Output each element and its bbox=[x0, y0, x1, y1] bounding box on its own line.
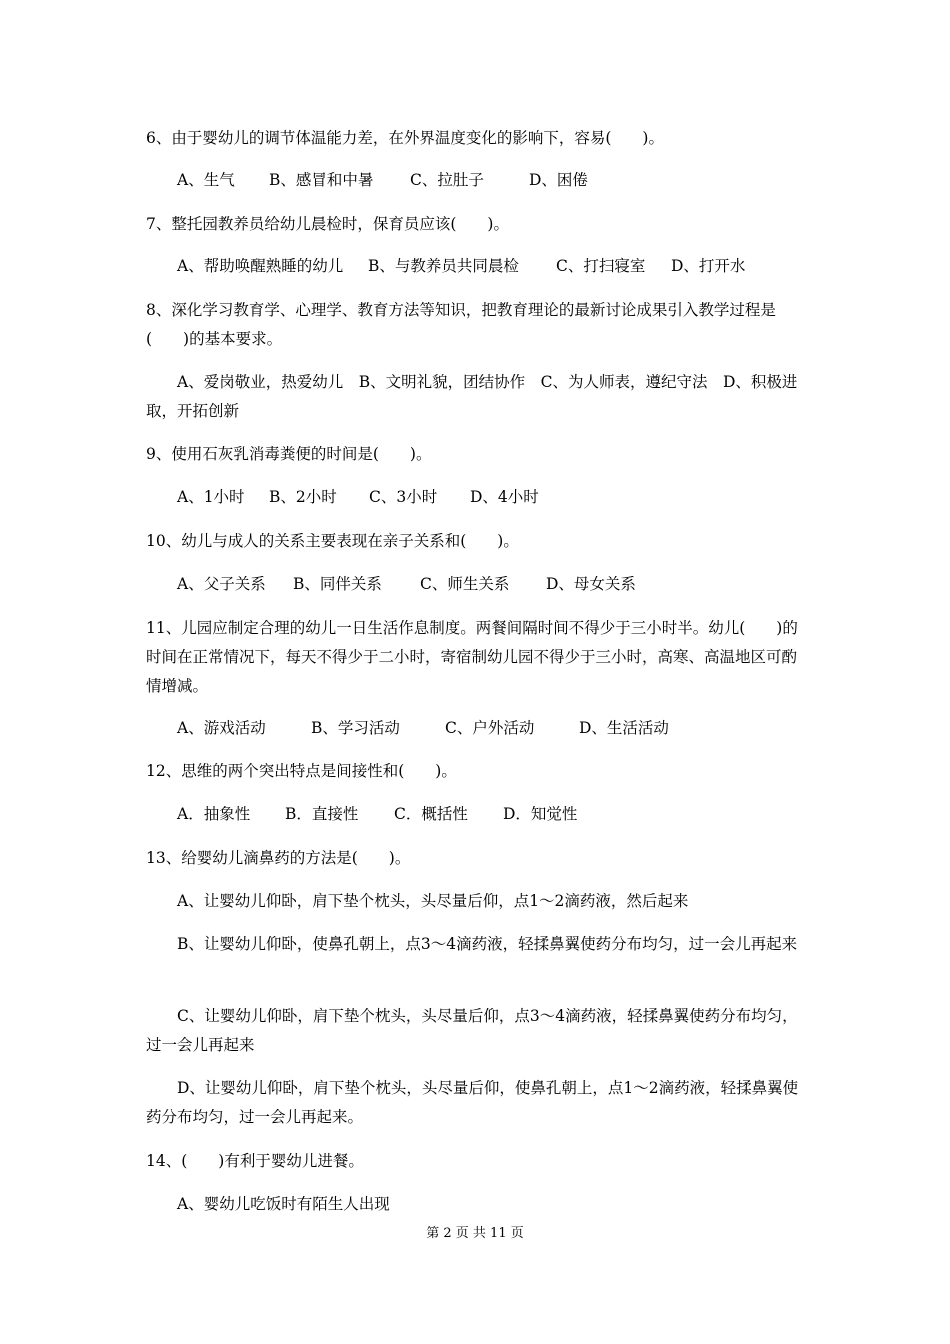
question-13: 13、给婴幼儿滴鼻药的方法是( )。 bbox=[146, 849, 411, 867]
question-11-option-b: B、学习活动 bbox=[311, 719, 400, 737]
question-7-option-c: C、打扫寝室 bbox=[556, 257, 646, 275]
question-12: 12、思维的两个突出特点是间接性和( )。 bbox=[146, 762, 457, 780]
question-11-option-d: D、生活活动 bbox=[579, 719, 669, 737]
question-11: 11、儿园应制定合理的幼儿一日生活作息制度。两餐间隔时间不得少于三小时半。幼儿( )的时间在正常情况下，每天不得少于二小时，寄宿制幼儿园不得少于三小时，高寒、高温地区可酌情增减。 bbox=[146, 619, 798, 695]
question-10-option-b: B、同伴关系 bbox=[293, 575, 382, 593]
question-8: 8、深化学习教育学、心理学、教育方法等知识，把教育理论的最新讨论成果引入教学过程是( )的基本要求。 bbox=[146, 301, 776, 348]
question-7-option-b: B、与教养员共同晨检 bbox=[368, 257, 519, 275]
question-7-option-d: D、打开水 bbox=[671, 257, 746, 275]
question-12-option-a: A．抽象性 bbox=[177, 805, 251, 823]
question-8-options: A、爱岗敬业，热爱幼儿 B、文明礼貌，团结协作 C、为人师表，遵纪守法 D、积极进取，开拓创新 bbox=[146, 373, 798, 420]
question-13-option-c: C、让婴幼儿仰卧，肩下垫个枕头，头尽量后仰，点3～4滴药液，轻揉鼻翼使药分布均匀，过一会儿再起来 bbox=[146, 1007, 798, 1054]
question-12-option-b: B．直接性 bbox=[285, 805, 359, 823]
question-10: 10、幼儿与成人的关系主要表现在亲子关系和( )。 bbox=[146, 532, 519, 550]
question-9-option-a: A、1小时 bbox=[177, 488, 245, 506]
question-6-option-d: D、困倦 bbox=[529, 171, 588, 189]
question-10-option-c: C、师生关系 bbox=[420, 575, 510, 593]
question-9: 9、使用石灰乳消毒粪便的时间是( )。 bbox=[146, 445, 432, 463]
question-6-option-a: A、生气 bbox=[177, 171, 235, 189]
question-9-option-d: D、4小时 bbox=[470, 488, 539, 506]
question-13-option-a: A、让婴幼儿仰卧，肩下垫个枕头，头尽量后仰，点1～2滴药液，然后起来 bbox=[177, 892, 689, 910]
question-6-option-c: C、拉肚子 bbox=[410, 171, 484, 189]
question-12-option-c: C．概括性 bbox=[394, 805, 468, 823]
question-9-option-c: C、3小时 bbox=[369, 488, 438, 506]
page-footer: 第 2 页 共 11 页 bbox=[426, 1226, 524, 1241]
question-11-option-c: C、户外活动 bbox=[445, 719, 535, 737]
question-6-option-b: B、感冒和中暑 bbox=[269, 171, 374, 189]
question-14-option-a: A、婴幼儿吃饭时有陌生人出现 bbox=[177, 1195, 390, 1213]
question-10-option-a: A、父子关系 bbox=[177, 575, 266, 593]
question-9-option-b: B、2小时 bbox=[269, 488, 337, 506]
question-11-option-a: A、游戏活动 bbox=[177, 719, 266, 737]
question-13-option-d: D、让婴幼儿仰卧，肩下垫个枕头，头尽量后仰，使鼻孔朝上，点1～2滴药液，轻揉鼻翼使药分布均匀，过一会儿再起来。 bbox=[146, 1079, 799, 1126]
question-7-option-a: A、帮助唤醒熟睡的幼儿 bbox=[177, 257, 344, 275]
question-6: 6、由于婴幼儿的调节体温能力差，在外界温度变化的影响下，容易( )。 bbox=[146, 129, 664, 147]
question-10-option-d: D、母女关系 bbox=[546, 575, 636, 593]
question-13-option-b: B、让婴幼儿仰卧，使鼻孔朝上，点3～4滴药液，轻揉鼻翼使药分布均匀，过一会儿再起来 bbox=[177, 935, 798, 953]
question-14: 14、( )有利于婴幼儿进餐。 bbox=[146, 1152, 364, 1170]
question-12-option-d: D．知觉性 bbox=[503, 805, 578, 823]
question-7: 7、整托园教养员给幼儿晨检时，保育员应该( )。 bbox=[146, 215, 509, 233]
